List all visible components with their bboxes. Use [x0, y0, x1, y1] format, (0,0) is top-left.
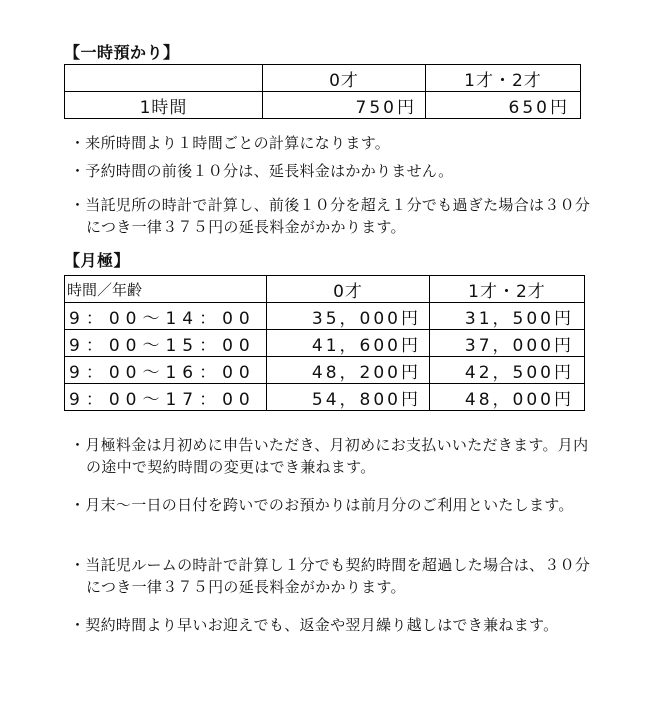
price-cell-age-0: 48，200円: [267, 357, 430, 384]
header-cell-age-1-2: 1才・2才: [430, 276, 585, 303]
table-header-row: [65, 65, 581, 92]
monthly-note-2: ・月末～一日の日付を跨いでのお預かりは前月分のご利用といたします。: [70, 496, 574, 514]
time-range-cell: 9：00～16：00: [65, 357, 267, 384]
price-cell-age-0: 41，600円: [267, 330, 430, 357]
price-cell-age-0: 35，000円: [267, 303, 430, 330]
duration-cell: 1時間: [65, 92, 263, 119]
price-cell-age-1-2: 31，500円: [430, 303, 585, 330]
table-row: [65, 303, 585, 330]
header-cell-age-1-2: 1才・2才: [426, 65, 581, 92]
monthly-note-4: ・契約時間より早いお迎えでも、返金や翌月繰り越しはでき兼ねます。: [70, 616, 559, 634]
table-header-row: [65, 276, 585, 303]
monthly-section-title: 【月極】: [64, 251, 131, 270]
monthly-note-3: ・当託児ルームの時計で計算し１分でも契約時間を超過した場合は、３０分につき一律３７５円の延長料金がかかります。: [70, 556, 591, 596]
time-range-cell: 9：00～14：00: [65, 303, 267, 330]
price-cell-age-1-2: 48，000円: [430, 384, 585, 411]
header-cell-age-0: 0才: [267, 276, 430, 303]
price-cell-age-1-2: 37，000円: [430, 330, 585, 357]
hourly-note-3: ・当託児所の時計で計算し、前後１０分を超え１分でも過ぎた場合は３０分につき一律３７５円の延長料金がかかります。: [70, 196, 591, 236]
price-cell-age-1-2: 650円: [426, 92, 581, 119]
price-cell-age-1-2: 42，500円: [430, 357, 585, 384]
hourly-note-1: ・来所時間より１時間ごとの計算になります。: [70, 134, 391, 152]
table-row: [65, 384, 585, 411]
table-row: [65, 330, 585, 357]
header-cell-time-age: 時間／年齢: [65, 276, 267, 303]
header-cell-age-0: 0才: [263, 65, 426, 92]
table-row: [65, 357, 585, 384]
monthly-note-1: ・月極料金は月初めに申告いただき、月初めにお支払いいただきます。月内の途中で契約時間の変更はでき兼ねます。: [70, 436, 589, 476]
monthly-fee-table: [64, 275, 585, 411]
hourly-fee-table: [64, 64, 581, 119]
table-row: [65, 92, 581, 119]
price-cell-age-0: 750円: [263, 92, 426, 119]
time-range-cell: 9：00～15：00: [65, 330, 267, 357]
header-cell-empty: [65, 65, 263, 92]
time-range-cell: 9：00～17：00: [65, 384, 267, 411]
hourly-section-title: 【一時預かり】: [64, 43, 180, 62]
hourly-note-2: ・予約時間の前後１０分は、延長料金はかかりません。: [70, 162, 454, 180]
price-cell-age-0: 54，800円: [267, 384, 430, 411]
